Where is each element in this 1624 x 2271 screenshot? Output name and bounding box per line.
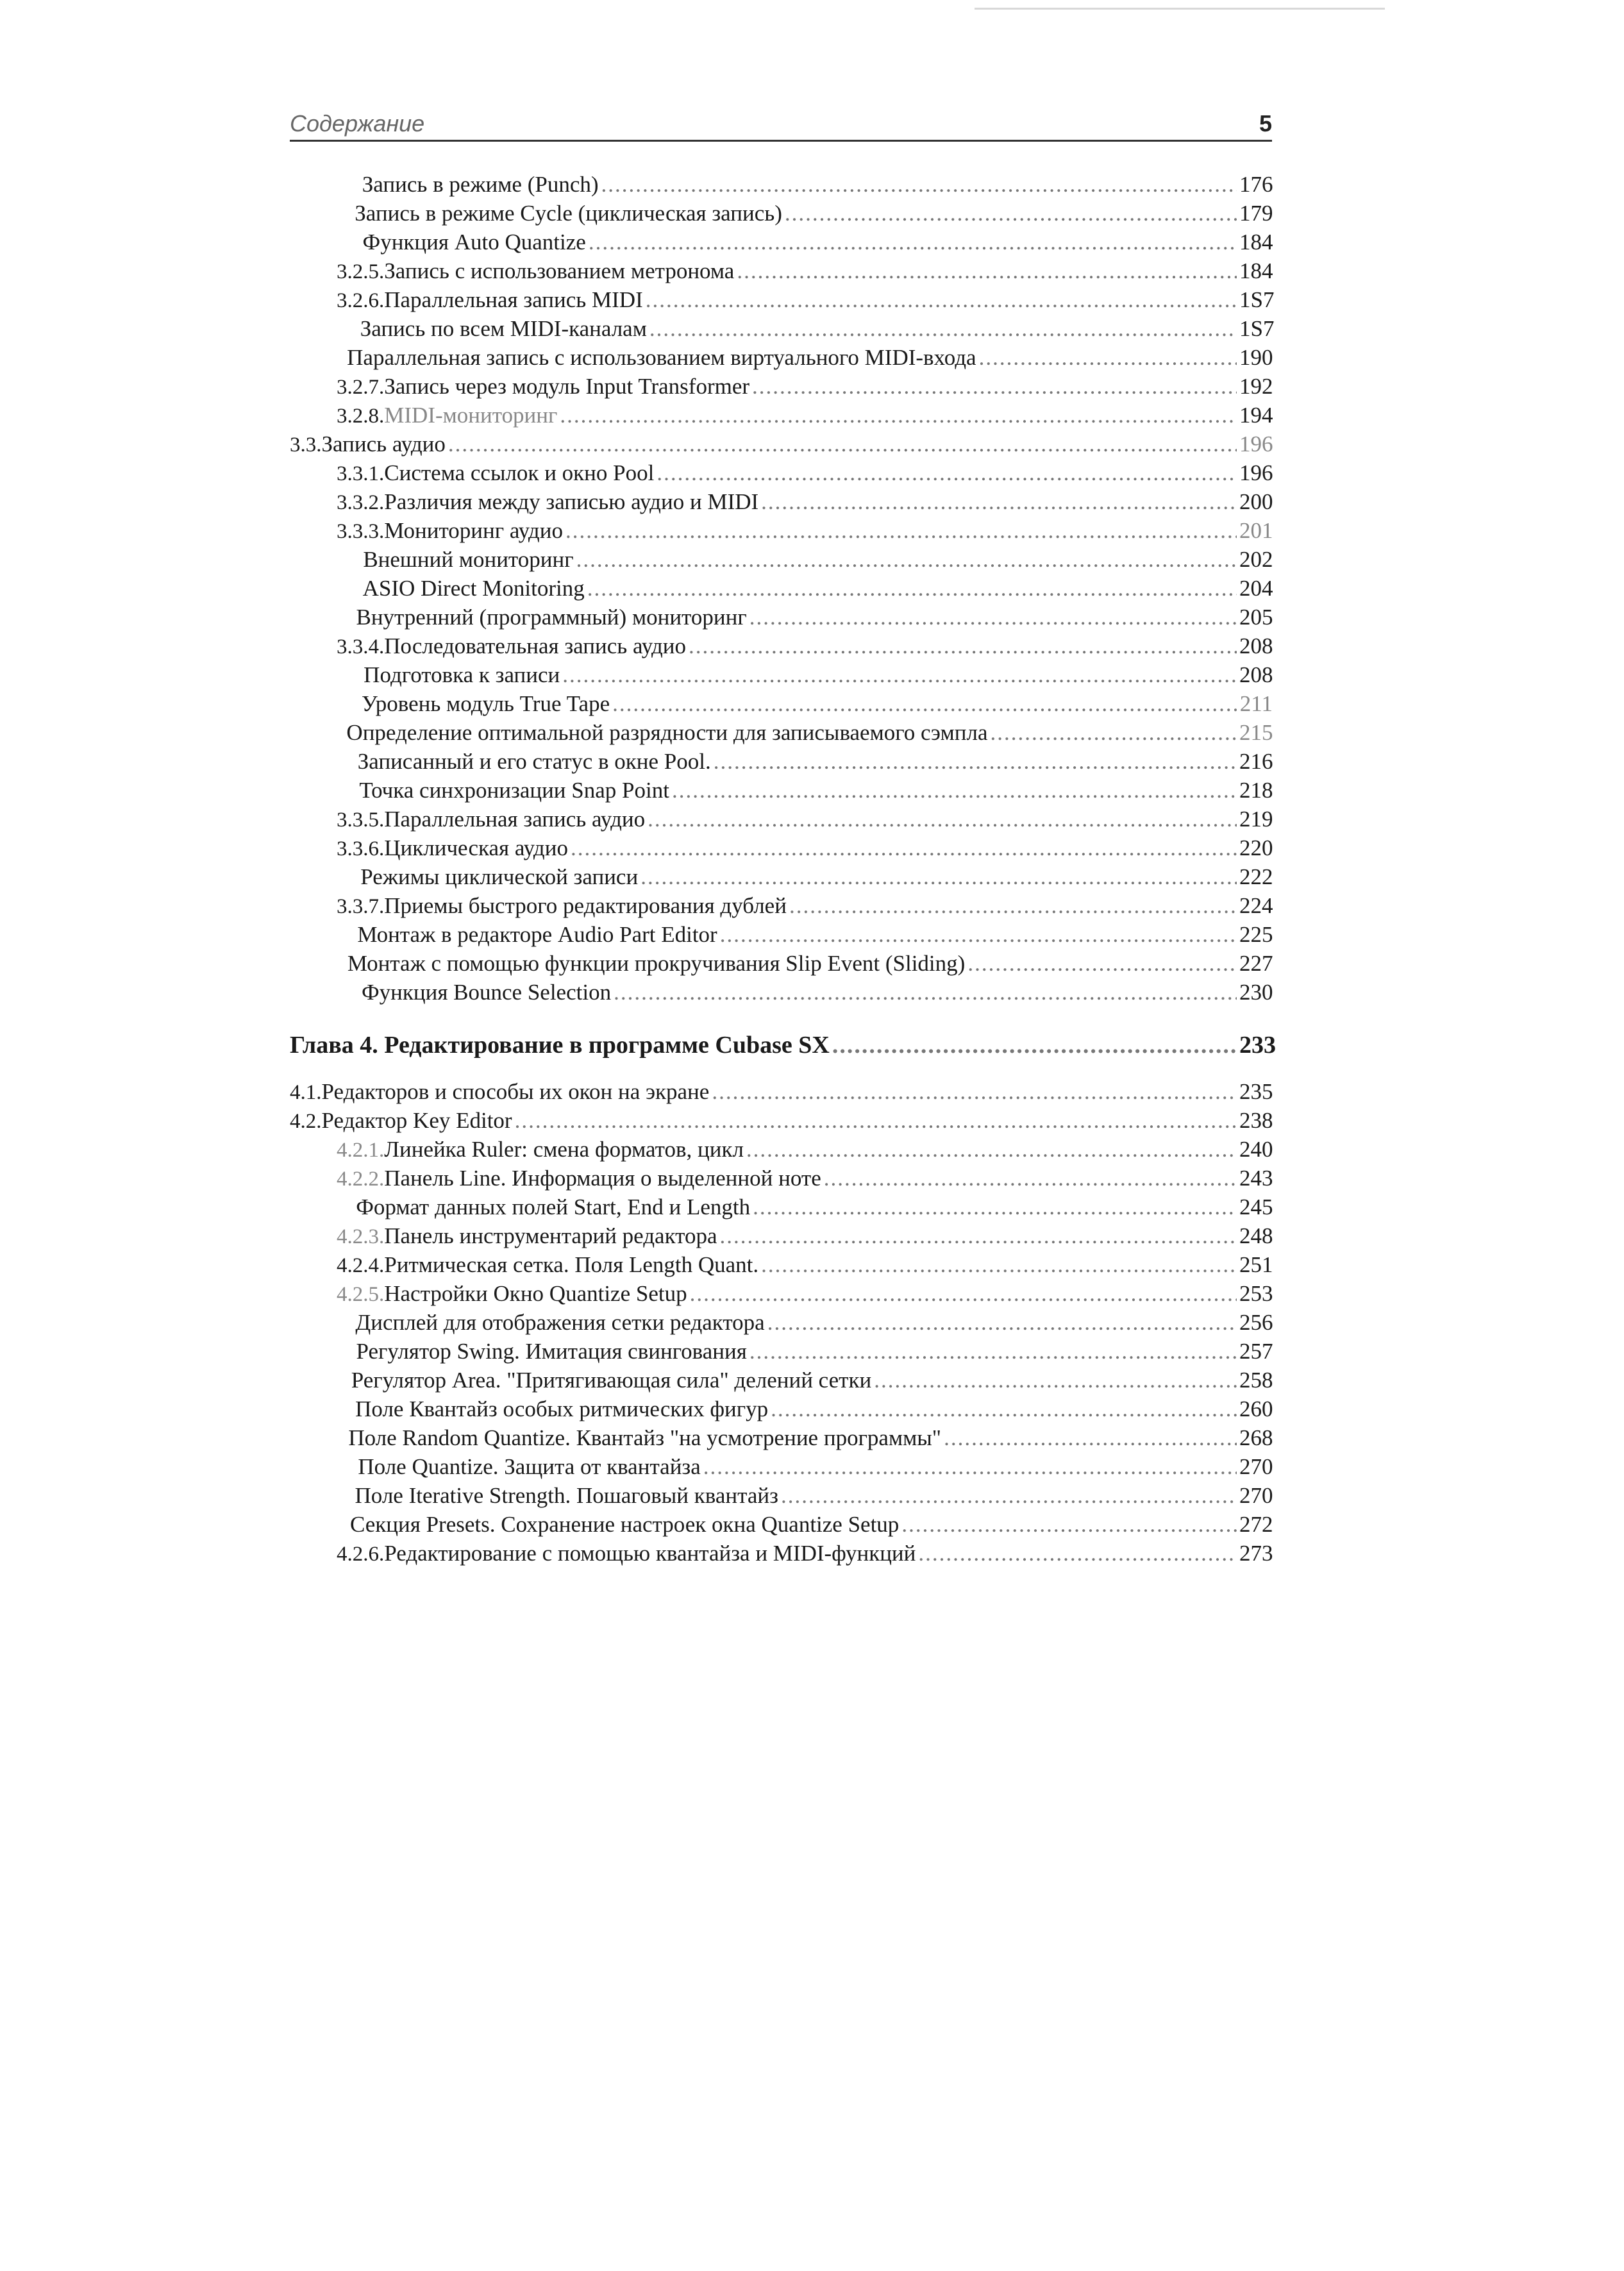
entry-page: 245	[1239, 1194, 1273, 1219]
entry-page: 192	[1239, 374, 1273, 399]
leader-dots	[690, 1279, 1237, 1309]
entry-page: 248	[1239, 1223, 1273, 1248]
leader-dots	[753, 1193, 1237, 1222]
leader-dots	[689, 632, 1237, 661]
toc-entry	[337, 401, 1273, 430]
leader-dots	[560, 401, 1237, 430]
leader-dots	[646, 285, 1237, 315]
entry-title: ASIO Direct Monitoring	[362, 576, 585, 601]
toc-entry	[337, 1366, 1273, 1395]
entry-page: 222	[1239, 864, 1273, 889]
entry-page: 272	[1239, 1512, 1273, 1537]
entry-title: MIDI-мониторинг	[384, 403, 558, 428]
entry-title: Определение оптимальной разрядности для записываемого сэмпла	[346, 720, 988, 745]
toc-entry	[337, 1164, 1273, 1193]
entry-title: Дисплей для отображения сетки редактора	[355, 1310, 765, 1335]
toc-entry	[337, 516, 1273, 546]
entry-page: 235	[1239, 1079, 1273, 1104]
entry-number: 3.3.4.	[337, 635, 385, 658]
entry-number: 3.3.2.	[337, 491, 385, 514]
leader-dots	[979, 343, 1237, 373]
entry-page: 260	[1239, 1396, 1273, 1421]
toc-entry	[337, 1539, 1273, 1568]
leader-dots	[874, 1366, 1237, 1395]
entry-title: Поле Iterative Strength. Пошаговый квантайз	[355, 1483, 778, 1508]
leader-dots	[749, 1337, 1237, 1366]
entry-title: Запись в режиме (Punch)	[362, 172, 599, 197]
entry-title: Глава 4. Редактирование в программе Cubase SX	[290, 1032, 830, 1059]
entry-page: 256	[1239, 1310, 1273, 1335]
entry-title: Внутренний (программный) мониторинг	[356, 605, 747, 630]
entry-number: 4.2.4.	[337, 1254, 385, 1277]
toc-entry	[337, 487, 1273, 517]
leader-dots	[771, 1395, 1237, 1424]
toc-entry	[337, 949, 1273, 978]
entry-page: 194	[1239, 403, 1273, 428]
toc-entry	[337, 805, 1273, 834]
toc-entry	[337, 228, 1273, 257]
entry-number: 3.3.5.	[337, 809, 385, 832]
entry-page: 184	[1239, 258, 1273, 283]
entry-title: Поле Квантайз особых ритмических фигур	[355, 1396, 769, 1421]
entry-title: Параллельная запись MIDI	[384, 287, 643, 312]
entry-title: Различия между записью аудио и MIDI	[384, 489, 759, 514]
entry-number: 4.2.5.	[337, 1283, 385, 1306]
entry-page: 196	[1239, 432, 1273, 457]
leader-dots	[918, 1539, 1237, 1568]
entry-title: Приемы быстрого редактирования дублей	[384, 893, 787, 918]
leader-dots	[649, 314, 1237, 344]
leader-dots	[789, 891, 1237, 921]
entry-title: Записанный и его статус в окне Pool.	[357, 749, 711, 774]
toc-entry	[337, 978, 1273, 1007]
leader-dots	[752, 372, 1237, 401]
leader-dots	[657, 458, 1237, 488]
entry-page: 240	[1239, 1137, 1273, 1162]
toc-entry	[337, 891, 1273, 921]
entry-title: Запись с использованием метронома	[384, 258, 735, 283]
toc-entry	[337, 170, 1273, 199]
entry-number: 4.2.3.	[337, 1225, 385, 1248]
toc-entry	[337, 1395, 1273, 1424]
entry-page: 208	[1239, 633, 1273, 658]
entry-number: 3.3.	[290, 433, 322, 457]
toc-entry	[337, 458, 1273, 488]
entry-title: Циклическая аудио	[384, 835, 568, 860]
toc-entry	[337, 1337, 1273, 1366]
toc-entry	[337, 343, 1273, 373]
leader-dots	[901, 1510, 1237, 1539]
entry-number: 3.3.6.	[337, 837, 385, 860]
toc-entry	[337, 603, 1273, 632]
toc-entry	[337, 285, 1273, 315]
toc-entry	[337, 1452, 1273, 1482]
entry-title: Секция Presets. Сохранение настроек окна Quantize Setup	[349, 1512, 900, 1537]
entry-page: 176	[1239, 172, 1273, 197]
toc-entry	[337, 372, 1273, 401]
entry-page: 196	[1239, 460, 1273, 485]
entry-title: Запись по всем MIDI-каналам	[360, 316, 647, 341]
entry-title: Монтаж с помощью функции прокручивания Slip Event (Sliding)	[347, 951, 966, 976]
leader-dots	[714, 747, 1237, 776]
toc-entry	[290, 1106, 1273, 1136]
toc-entry	[337, 862, 1273, 892]
entry-title: Формат данных полей Start, End и Length	[356, 1194, 751, 1219]
toc-entry	[337, 1135, 1273, 1164]
leader-dots	[648, 805, 1237, 834]
toc-entry	[337, 314, 1273, 344]
entry-title: Поле Quantize. Защита от квантайза	[358, 1454, 701, 1479]
toc-entry	[337, 256, 1273, 286]
leader-dots	[767, 1308, 1237, 1337]
entry-title: Настройки Окно Quantize Setup	[384, 1281, 687, 1306]
entry-page: 184	[1239, 230, 1273, 255]
entry-number: 4.2.1.	[337, 1139, 385, 1162]
entry-page: 230	[1239, 980, 1273, 1005]
entry-page: 253	[1239, 1281, 1273, 1306]
toc-entry	[337, 1250, 1273, 1280]
entry-page: 224	[1239, 893, 1273, 918]
entry-page: 218	[1239, 778, 1273, 803]
page-header	[290, 104, 1272, 142]
entry-title: Запись через модуль Input Transformer	[384, 374, 750, 399]
leader-dots	[562, 660, 1237, 690]
entry-title: Параллельная запись аудио	[384, 807, 646, 832]
leader-dots	[614, 978, 1237, 1007]
toc-entry	[337, 1308, 1273, 1337]
entry-page: 1S7	[1239, 287, 1275, 312]
entry-page: 273	[1239, 1541, 1273, 1566]
entry-number: 3.2.6.	[337, 289, 385, 312]
entry-title: Поле Random Quantize. Квантайз "на усмотрение программы"	[348, 1425, 942, 1450]
entry-page: 215	[1239, 720, 1273, 745]
entry-page: 251	[1239, 1252, 1273, 1277]
leader-dots	[761, 1250, 1237, 1280]
entry-title: Запись аудио	[321, 432, 446, 457]
entry-number: 3.3.3.	[337, 520, 385, 543]
entry-title: Регулятор Swing. Имитация свингования	[356, 1339, 747, 1364]
leader-dots	[576, 545, 1237, 574]
entry-page: 233	[1239, 1032, 1276, 1059]
toc-entry	[337, 1423, 1273, 1453]
entry-title: Панель Line. Информация о выделенной ноте	[384, 1166, 821, 1191]
entry-number: 4.2.	[290, 1110, 322, 1133]
entry-number: 4.2.2.	[337, 1168, 385, 1191]
leader-dots	[785, 199, 1237, 228]
toc-entry	[337, 1481, 1273, 1511]
leader-dots	[720, 920, 1237, 950]
entry-number: 3.2.7.	[337, 376, 385, 399]
entry-title: Редактирование с помощью квантайза и MIDI-функций	[384, 1541, 916, 1566]
toc-entry	[290, 1077, 1273, 1107]
entry-title: Точка синхронизации Snap Point	[359, 778, 669, 803]
leader-dots	[587, 574, 1237, 603]
leader-dots	[832, 1030, 1237, 1060]
entry-title: Режимы циклической записи	[360, 864, 639, 889]
leader-dots	[761, 487, 1237, 517]
toc-entry	[337, 1193, 1273, 1222]
entry-page: 270	[1239, 1454, 1273, 1479]
entry-page: 257	[1239, 1339, 1273, 1364]
top-scan-line	[975, 8, 1385, 10]
entry-page: 202	[1239, 547, 1273, 572]
leader-dots	[601, 170, 1237, 199]
entry-page: 200	[1239, 489, 1273, 514]
entry-page: 190	[1239, 345, 1273, 370]
toc-entry	[337, 574, 1273, 603]
entry-title: Подготовка к записи	[364, 662, 560, 687]
entry-number: 4.1.	[290, 1081, 322, 1104]
toc-entry	[290, 430, 1273, 459]
entry-title: Параллельная запись с использованием виртуального MIDI-входа	[347, 345, 976, 370]
entry-title: Панель инструментарий редактора	[384, 1223, 717, 1248]
toc-entry	[337, 1279, 1273, 1309]
entry-page: 258	[1239, 1368, 1273, 1393]
entry-page: 238	[1239, 1108, 1273, 1133]
entry-page: 1S7	[1239, 316, 1275, 341]
leader-dots	[749, 603, 1237, 632]
chapter-heading	[290, 1030, 1276, 1060]
toc-entry	[337, 1510, 1273, 1539]
entry-title: Редактор Key Editor	[321, 1108, 512, 1133]
entry-number: 3.2.5.	[337, 260, 385, 283]
entry-title: Система ссылок и окно Pool	[384, 460, 655, 485]
entry-page: 225	[1239, 922, 1273, 947]
entry-page: 270	[1239, 1483, 1273, 1508]
leader-dots	[746, 1135, 1237, 1164]
leader-dots	[640, 862, 1237, 892]
entry-page: 205	[1239, 605, 1273, 630]
entry-number: 3.3.1.	[337, 462, 385, 485]
leader-dots	[712, 1077, 1237, 1107]
entry-page: 211	[1239, 691, 1273, 716]
entry-title: Регулятор Area. "Притягивающая сила" делений сетки	[351, 1368, 872, 1393]
leader-dots	[565, 516, 1237, 546]
entry-page: 243	[1239, 1166, 1273, 1191]
toc-entry	[337, 1221, 1273, 1251]
entry-title: Уровень модуль True Tape	[362, 691, 610, 716]
entry-page: 220	[1239, 835, 1273, 860]
toc-entry	[337, 718, 1273, 748]
entry-title: Редакторов и способы их окон на экране	[321, 1079, 710, 1104]
toc-entry	[337, 776, 1273, 805]
entry-title: Линейка Ruler: смена форматов, цикл	[384, 1137, 744, 1162]
leader-dots	[737, 256, 1237, 286]
entry-number: 4.2.6.	[337, 1543, 385, 1566]
entry-title: Мониторинг аудио	[384, 518, 563, 543]
leader-dots	[824, 1164, 1237, 1193]
toc-entry	[337, 920, 1273, 950]
entry-page: 227	[1239, 951, 1273, 976]
entry-number: 3.3.7.	[337, 895, 385, 918]
toc-entry	[337, 834, 1273, 863]
leader-dots	[991, 718, 1237, 748]
toc-entry	[337, 660, 1273, 690]
entry-title: Внешний мониторинг	[363, 547, 574, 572]
toc-entry	[337, 199, 1273, 228]
entry-page: 216	[1239, 749, 1273, 774]
entry-page: 204	[1239, 576, 1273, 601]
leader-dots	[515, 1106, 1237, 1136]
entry-title: Функция Auto Quantize	[362, 230, 586, 255]
entry-page: 268	[1239, 1425, 1273, 1450]
toc-entry	[337, 689, 1273, 719]
leader-dots	[703, 1452, 1237, 1482]
entry-page: 219	[1239, 807, 1273, 832]
entry-title: Монтаж в редакторе Audio Part Editor	[357, 922, 717, 947]
entry-page: 179	[1239, 201, 1273, 226]
leader-dots	[944, 1423, 1237, 1453]
leader-dots	[672, 776, 1237, 805]
toc-entry	[337, 747, 1273, 776]
leader-dots	[781, 1481, 1237, 1511]
entry-page: 201	[1239, 518, 1273, 543]
entry-title: Функция Bounce Selection	[361, 980, 612, 1005]
page-number: 5	[1259, 110, 1272, 137]
entry-title: Ритмическая сетка. Поля Length Quant.	[384, 1252, 759, 1277]
leader-dots	[448, 430, 1237, 459]
entry-number: 3.2.8.	[337, 405, 385, 428]
entry-page: 208	[1239, 662, 1273, 687]
toc-entry	[337, 545, 1273, 574]
entry-title: Запись в режиме Cycle (циклическая запись)	[355, 201, 782, 226]
leader-dots	[612, 689, 1237, 719]
toc-entry	[337, 632, 1273, 661]
leader-dots	[589, 228, 1237, 257]
entry-title: Последовательная запись аудио	[384, 633, 687, 658]
leader-dots	[571, 834, 1237, 863]
header-title: Содержание	[290, 110, 425, 137]
leader-dots	[720, 1221, 1237, 1251]
leader-dots	[967, 949, 1237, 978]
